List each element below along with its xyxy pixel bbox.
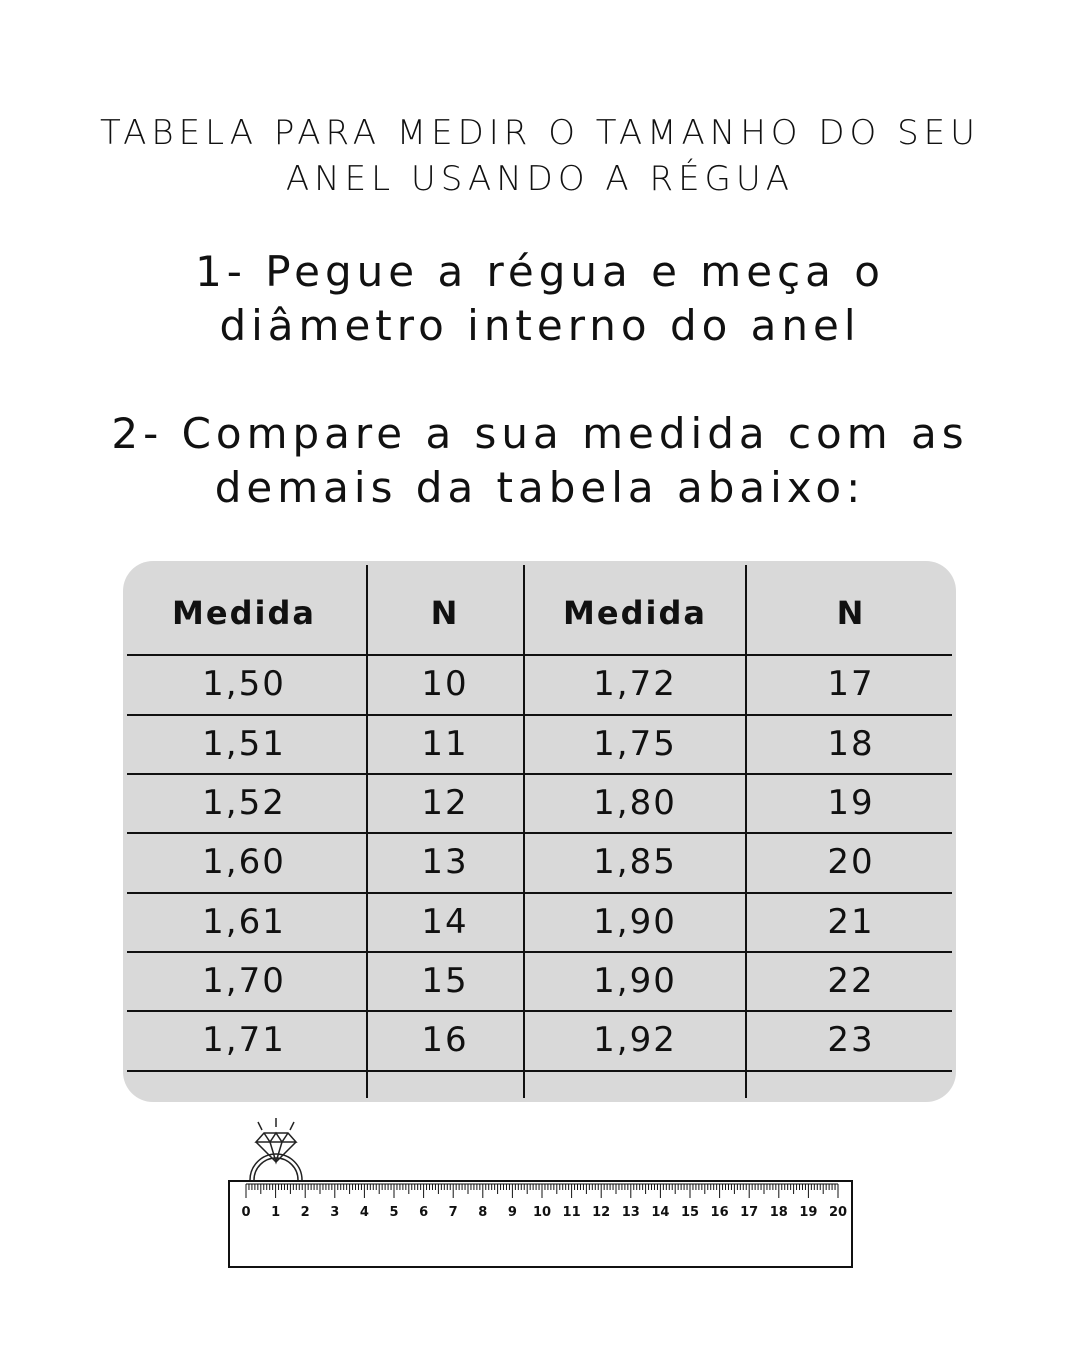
ruler-label: 7 bbox=[448, 1205, 458, 1220]
table-row-divider bbox=[127, 714, 952, 716]
ruler-label: 10 bbox=[532, 1205, 552, 1220]
ruler-label: 1 bbox=[271, 1205, 281, 1220]
ruler-label: 13 bbox=[621, 1205, 640, 1220]
table-cell: 16 bbox=[421, 1020, 469, 1060]
ruler-label: 8 bbox=[478, 1205, 488, 1220]
table-cell: 1,51 bbox=[202, 723, 286, 764]
ruler-label: 3 bbox=[330, 1205, 340, 1220]
table-cell: 1,90 bbox=[593, 960, 677, 1001]
step-2-line-1: 2- Compare a sua medida com as bbox=[111, 409, 969, 458]
table-cell: 1,92 bbox=[593, 1020, 677, 1060]
table-cell: 19 bbox=[827, 782, 875, 823]
table-cell: 1,61 bbox=[202, 901, 286, 942]
ruler-label: 14 bbox=[651, 1205, 670, 1220]
table-cell: 1,60 bbox=[202, 842, 286, 882]
ruler-label: 2 bbox=[300, 1205, 310, 1220]
table-cell: 10 bbox=[421, 664, 469, 704]
instruction-step-1 bbox=[0, 245, 1080, 353]
table-cell: 18 bbox=[827, 723, 875, 764]
table-row-divider bbox=[127, 654, 952, 656]
table-cell: 22 bbox=[827, 960, 875, 1001]
step-2-line-2: demais da tabela abaixo: bbox=[214, 463, 866, 512]
table-cell: 13 bbox=[421, 842, 469, 882]
title-line-1: TABELA PARA MEDIR O TAMANHO DO SEU bbox=[99, 113, 981, 153]
ruler-label: 17 bbox=[740, 1205, 759, 1220]
table-cell: 1,50 bbox=[202, 664, 286, 704]
ruler-scale bbox=[230, 1182, 851, 1266]
ruler-label: 16 bbox=[710, 1205, 729, 1220]
ruler-label: 6 bbox=[419, 1205, 429, 1220]
table-cell: 14 bbox=[421, 901, 469, 942]
title-line-2: ANEL USANDO A RÉGUA bbox=[285, 159, 795, 199]
table-cell: 1,80 bbox=[593, 782, 677, 823]
table-cell: 23 bbox=[827, 1020, 875, 1060]
table-cell: 1,72 bbox=[593, 664, 677, 704]
table-header-cell: Medida bbox=[172, 594, 316, 632]
page-title bbox=[0, 110, 1080, 202]
table-header-cell: N bbox=[430, 594, 460, 632]
table-row-divider bbox=[127, 892, 952, 894]
table-cell: 12 bbox=[421, 782, 469, 823]
ruler-label: 12 bbox=[592, 1205, 611, 1220]
table-row-divider bbox=[127, 832, 952, 834]
ruler-label: 18 bbox=[769, 1205, 788, 1220]
table-header-cell: N bbox=[836, 594, 866, 632]
table-header-cell: Medida bbox=[563, 594, 707, 632]
ruler-label: 19 bbox=[799, 1205, 818, 1220]
step-1-line-1: 1- Pegue a régua e meça o bbox=[195, 247, 885, 296]
table-cell: 1,71 bbox=[202, 1020, 286, 1060]
table-row-divider bbox=[127, 1070, 952, 1072]
instruction-step-2 bbox=[0, 407, 1080, 515]
table-row-divider bbox=[127, 773, 952, 775]
ruler-label: 15 bbox=[680, 1205, 700, 1220]
ring-size-table bbox=[123, 561, 956, 1102]
ruler-label: 4 bbox=[359, 1205, 369, 1220]
table-cell: 1,90 bbox=[593, 901, 677, 942]
ruler-label: 5 bbox=[389, 1205, 399, 1220]
table-cell: 20 bbox=[827, 842, 875, 882]
ruler-label: 20 bbox=[828, 1205, 848, 1220]
table-cell: 11 bbox=[421, 723, 469, 764]
ruler-label: 0 bbox=[241, 1205, 251, 1220]
table-cell: 1,70 bbox=[202, 960, 286, 1001]
table-cell: 17 bbox=[827, 664, 875, 704]
table-cell: 15 bbox=[421, 960, 469, 1001]
table-cell: 1,85 bbox=[593, 842, 677, 882]
table-row-divider bbox=[127, 1010, 952, 1012]
table-cell: 1,75 bbox=[593, 723, 677, 764]
step-1-line-2: diâmetro interno do anel bbox=[219, 301, 861, 350]
ruler bbox=[228, 1180, 853, 1268]
table-row-divider bbox=[127, 951, 952, 953]
table-cell: 21 bbox=[827, 901, 875, 942]
table-cell: 1,52 bbox=[202, 782, 286, 823]
ruler-label: 11 bbox=[562, 1205, 581, 1220]
ruler-label: 9 bbox=[507, 1205, 517, 1220]
